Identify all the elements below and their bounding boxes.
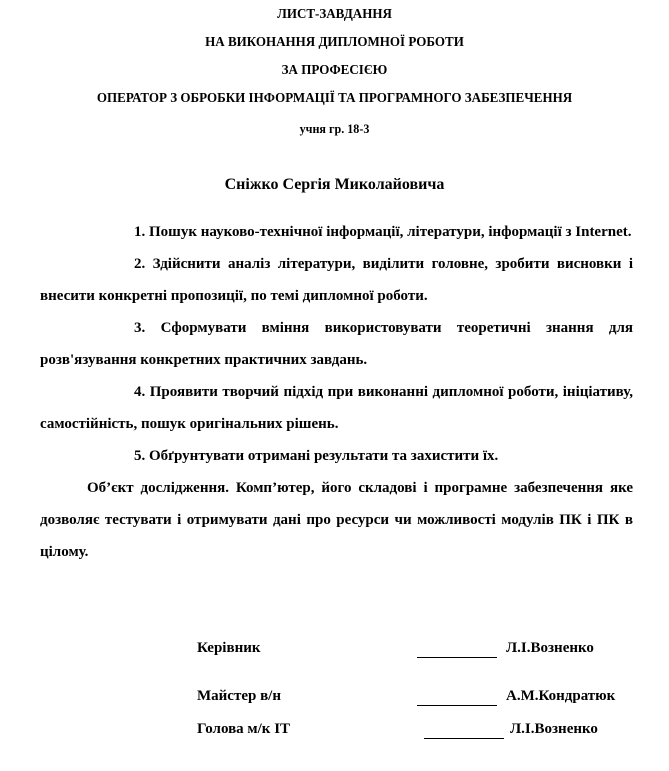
task-list [40, 216, 633, 568]
task-item [40, 376, 633, 440]
task-text: Здійснити аналіз літератури, виділити головне, зробити висновки і внесити конкретні пропозиції, по темі дипломної роботи. [40, 256, 633, 304]
task-number: 2. [134, 256, 146, 272]
task-number: 3. [134, 320, 146, 336]
task-text: Пошук науково-технічної інформації, літератури, інформації з Internet. [149, 224, 632, 240]
task-number: 5. [134, 448, 146, 464]
signature-role: Голова м/к ІТ [197, 721, 291, 737]
task-item [40, 216, 633, 248]
document-title: ЛИСТ-ЗАВДАННЯ [277, 7, 392, 22]
task-item [40, 440, 633, 472]
task-text: Обґрунтувати отримані результати та захистити їх. [149, 448, 499, 464]
student-name: Сніжко Сергія Миколайовича [224, 176, 445, 193]
signature-row-master [0, 688, 669, 718]
document-subtitle: НА ВИКОНАННЯ ДИПЛОМНОЇ РОБОТИ [205, 35, 464, 50]
task-item [40, 248, 633, 312]
signature-name: Л.І.Возненко [510, 721, 598, 737]
signature-row-supervisor [0, 640, 669, 670]
task-number: 1. [134, 224, 146, 240]
task-item [40, 312, 633, 376]
signature-line [417, 657, 497, 658]
signature-block [0, 640, 669, 771]
signature-row-commission-head [0, 721, 669, 751]
signature-line [424, 738, 504, 739]
student-group: учня гр. 18-3 [299, 121, 370, 136]
signature-name: Л.І.Возненко [506, 640, 594, 656]
signature-role: Керівник [197, 640, 261, 656]
signature-role: Майстер в/н [197, 688, 281, 704]
task-text: Сформувати вміння використовувати теоретичні знання для розв'язування конкретних практичних завдань. [40, 320, 633, 368]
task-text: Проявити творчий підхід при виконанні дипломної роботи, ініціативу, самостійність, пошук оригінальних рішень. [40, 384, 634, 432]
profession-label: ЗА ПРОФЕСІЄЮ [281, 63, 388, 78]
task-number: 4. [134, 384, 146, 400]
research-object: Об’єкт дослідження. Комп’ютер, його складові і програмне забезпечення яке дозволяє тестувати і отримувати дані про ресурси чи можливості модулів ПК і ПК в цілому. [40, 480, 633, 560]
profession-name: ОПЕРАТОР З ОБРОБКИ ІНФОРМАЦІЇ ТА ПРОГРАМНОГО ЗАБЕЗПЕЧЕННЯ [96, 91, 573, 106]
signature-name: А.М.Кондратюк [506, 688, 616, 704]
signature-line [417, 705, 497, 706]
